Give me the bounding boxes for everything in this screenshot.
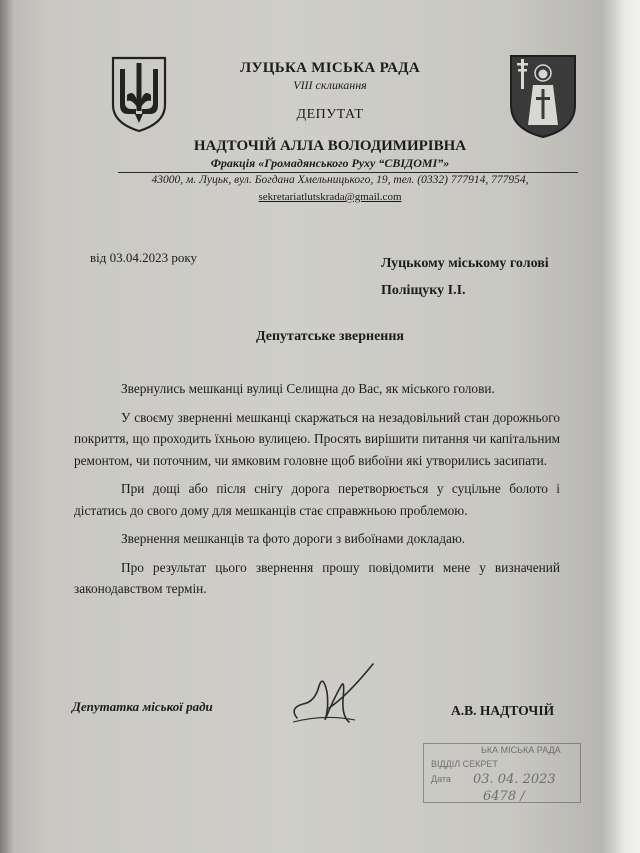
paragraph: Про результат цього звернення прошу повідомити мене у визначений законодавством термін. — [74, 559, 560, 596]
registration-stamp — [423, 737, 583, 807]
svg-text:ЬКА МІСЬКА РАДА: ЬКА МІСЬКА РАДА — [481, 745, 561, 755]
signatory-name: А.В. НАДТОЧІЙ — [451, 703, 555, 718]
recipient-block — [381, 250, 549, 304]
ukraine-trident-icon — [110, 55, 168, 133]
address-line: 43000, м. Луцьк, вул. Богдана Хмельницького, 19, тел. (0332) 777914, 777954, — [151, 174, 529, 186]
signatory-position: Депутатка міської ради — [72, 699, 213, 714]
svg-text:6478 /: 6478 / — [483, 789, 525, 804]
scan-shadow-left — [0, 0, 14, 853]
svg-text:Дата: Дата — [431, 774, 451, 784]
paragraph: При дощі або після снігу дорога перетворюється у суцільне болото і дістатись до свого дому для мешканців стає справжньою проблемою. — [74, 481, 560, 518]
scan-highlight-right — [602, 0, 640, 853]
letter-date: від 03.04.2023 року — [90, 250, 197, 265]
email-link[interactable]: sekretariatlutskrada@gmail.com — [258, 191, 402, 203]
letter-body — [74, 378, 560, 607]
header-divider — [118, 172, 578, 173]
paragraph: У своєму зверненні мешканці скаржаться на незадовільний стан дорожнього покриття, що проходить їхньою вулицею. Просять вирішити питання чи капітальним ремонтом, чи поточним, чи ямковим головне щоб вибоїни які утворились засипати. — [74, 409, 560, 468]
recipient-line-2: Поліщуку І.І. — [381, 283, 466, 298]
faction-name: Фракція «Громадянського Руху “СВІДОМІ”» — [210, 156, 450, 170]
svg-text:03. 04. 2023: 03. 04. 2023 — [473, 772, 556, 787]
convocation: VIII скликання — [293, 78, 367, 92]
deputy-label: ДЕПУТАТ — [296, 107, 364, 122]
document-title: Депутатське звернення — [255, 329, 405, 344]
paragraph: Звернення мешканців та фото дороги з вибоїнами докладаю. — [121, 531, 466, 546]
deputy-name: НАДТОЧІЙ АЛЛА ВОЛОДИМИРІВНА — [193, 138, 467, 154]
recipient-line-1: Луцькому міському голові — [381, 256, 549, 271]
lutsk-coat-of-arms-icon — [508, 53, 578, 139]
handwritten-signature — [285, 656, 385, 736]
council-name: ЛУЦЬКА МІСЬКА РАДА — [239, 60, 421, 76]
paragraph: Звернулись мешканці вулиці Селищна до Вас, як міського голови. — [121, 381, 495, 396]
svg-text:ВІДДІЛ СЕКРЕТ: ВІДДІЛ СЕКРЕТ — [431, 759, 498, 769]
stamp-lettering — [423, 737, 583, 807]
